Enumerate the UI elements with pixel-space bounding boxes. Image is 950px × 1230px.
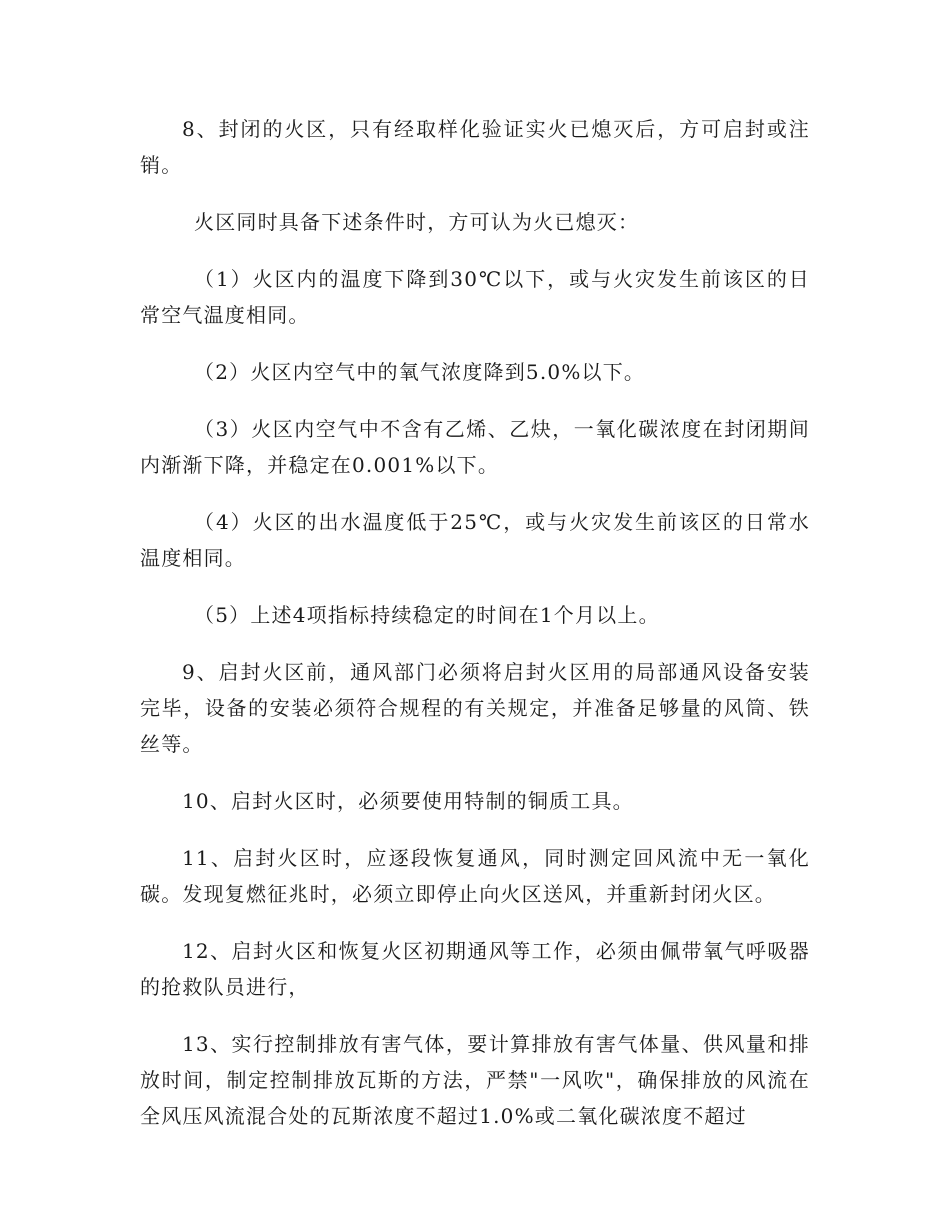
paragraph-condition-4: （4）火区的出水温度低于25℃，或与火灾发生前该区的日常水温度相同。 [140, 510, 810, 570]
paragraph-item-11: 11、启封火区时，应逐段恢复通风，同时测定回风流中无一氧化碳。发现复燃征兆时，必须立即停止向火区送风，并重新封闭火区。 [140, 846, 810, 906]
paragraph-condition-2: （2）火区内空气中的氧气浓度降到5.0%以下。 [194, 360, 646, 384]
paragraph-item-9: 9、启封火区前，通风部门必须将启封火区用的局部通风设备安装完毕，设备的安装必须符合规程的有关规定，并准备足够量的风筒、铁丝等。 [140, 660, 810, 756]
paragraph-item-10: 10、启封火区时，必须要使用特制的铜质工具。 [182, 789, 634, 813]
paragraph-item-8: 8、封闭的火区，只有经取样化验证实火已熄灭后，方可启封或注销。 [140, 117, 810, 177]
paragraph-item-12: 12、启封火区和恢复火区初期通风等工作，必须由佩带氧气呼吸器的抢救队员进行， [140, 939, 810, 999]
paragraph-condition-1: （1）火区内的温度下降到30℃以下，或与火灾发生前该区的日常空气温度相同。 [140, 267, 810, 327]
document-body [140, 111, 810, 1155]
paragraph-item-13: 13、实行控制排放有害气体，要计算排放有害气体量、供风量和排放时间，制定控制排放瓦斯的方法，严禁"一风吹"，确保排放的风流在全风压风流混合处的瓦斯浓度不超过1.0%或二氧化碳浓度不超过 [140, 1032, 810, 1128]
paragraph-extinguish-conditions: 火区同时具备下述条件时，方可认为火已熄灭： [194, 210, 640, 234]
paragraph-condition-5: （5）上述4项指标持续稳定的时间在1个月以上。 [194, 603, 660, 627]
paragraph-condition-3: （3）火区内空气中不含有乙烯、乙炔，一氧化碳浓度在封闭期间内渐渐下降，并稳定在0.001%以下。 [140, 417, 810, 477]
